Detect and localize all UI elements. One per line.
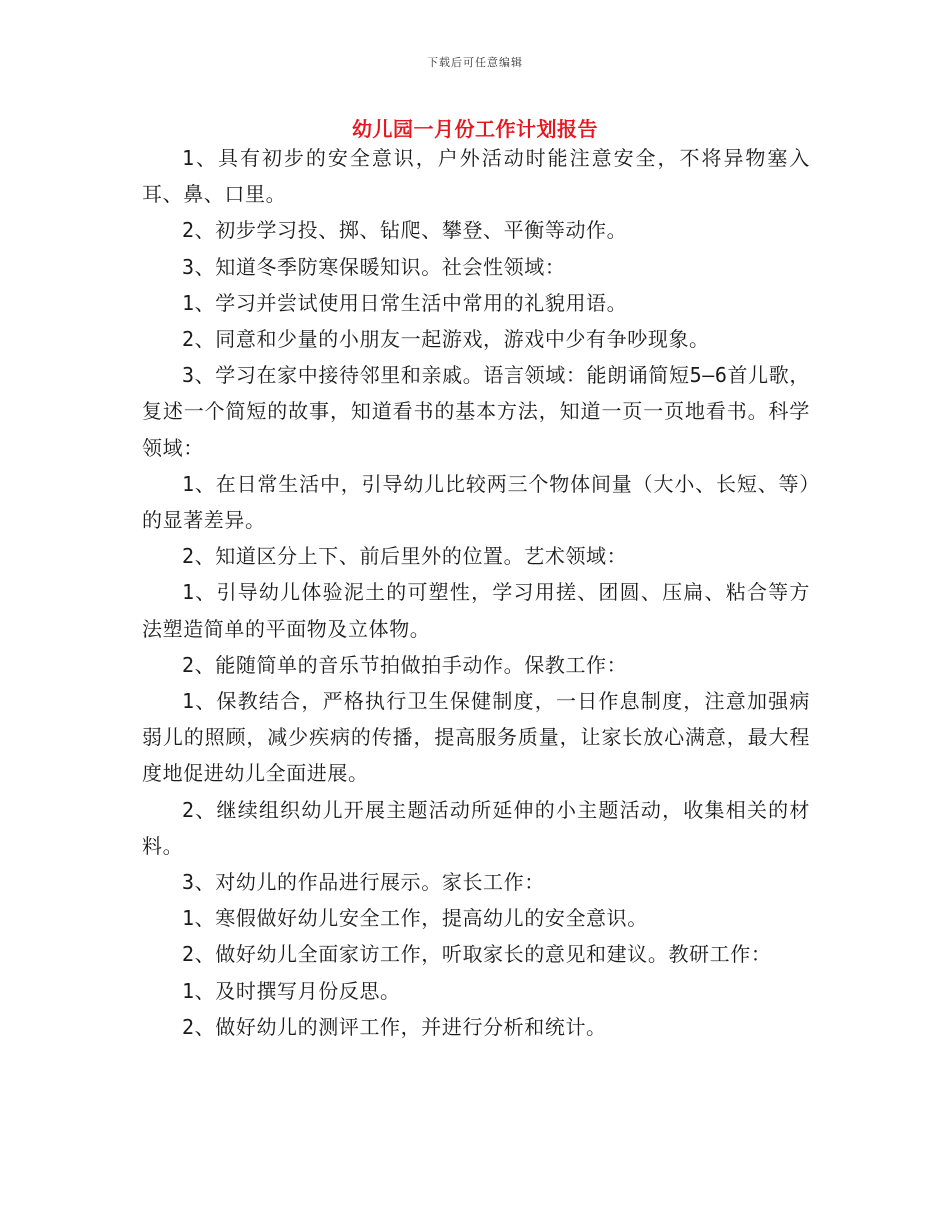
paragraph: 1、及时撰写月份反思。: [182, 978, 401, 1003]
paragraph: 1、保教结合，严格执行卫生保健制度，一日作息制度，注意加强病弱儿的照顾，减少疾病的传播，提高服务质量，让家长放心满意，最大程度地促进幼儿全面进展。: [142, 689, 810, 786]
paragraph: 3、学习在家中接待邻里和亲戚。语言领域：能朗诵简短5—6首儿歌，复述一个简短的故事，知道看书的基本方法，知道一页一页地看书。科学领域：: [142, 363, 810, 460]
paragraph: 2、做好幼儿全面家访工作，听取家长的意见和建议。教研工作：: [182, 942, 772, 967]
paragraph: 1、引导幼儿体验泥土的可塑性，学习用搓、团圆、压扁、粘合等方法塑造简单的平面物及立体物。: [142, 580, 810, 641]
paragraph: 1、学习并尝试使用日常生活中常用的礼貌用语。: [182, 290, 628, 315]
paragraph: 1、寒假做好幼儿安全工作，提高幼儿的安全意识。: [182, 906, 648, 931]
paragraph: 2、知道区分上下、前后里外的位置。艺术领域：: [182, 544, 628, 569]
paragraph: 3、对幼儿的作品进行展示。家长工作：: [182, 870, 545, 895]
paragraph: 1、在日常生活中，引导幼儿比较两三个物体间量（大小、长短、等）的显著差异。: [142, 471, 810, 533]
paragraph: 3、知道冬季防寒保暖知识。社会性领域：: [182, 254, 566, 279]
document-title: 幼儿园一月份工作计划报告: [352, 117, 598, 141]
paragraph: 2、初步学习投、掷、钻爬、攀登、平衡等动作。: [182, 218, 628, 243]
paragraph: 2、同意和少量的小朋友一起游戏，游戏中少有争吵现象。: [182, 327, 710, 352]
paragraph: 1、具有初步的安全意识，户外活动时能注意安全，不将异物塞入耳、鼻、口里。: [142, 146, 810, 207]
paragraph: 2、能随简单的音乐节拍做拍手动作。保教工作：: [182, 652, 628, 677]
document-body: [142, 140, 810, 1045]
header-note: 下载后可任意编辑: [427, 56, 523, 69]
paragraph: 2、继续组织幼儿开展主题活动所延伸的小主题活动，收集相关的材料。: [142, 797, 810, 858]
paragraph: 2、做好幼儿的测评工作，并进行分析和统计。: [182, 1014, 607, 1039]
